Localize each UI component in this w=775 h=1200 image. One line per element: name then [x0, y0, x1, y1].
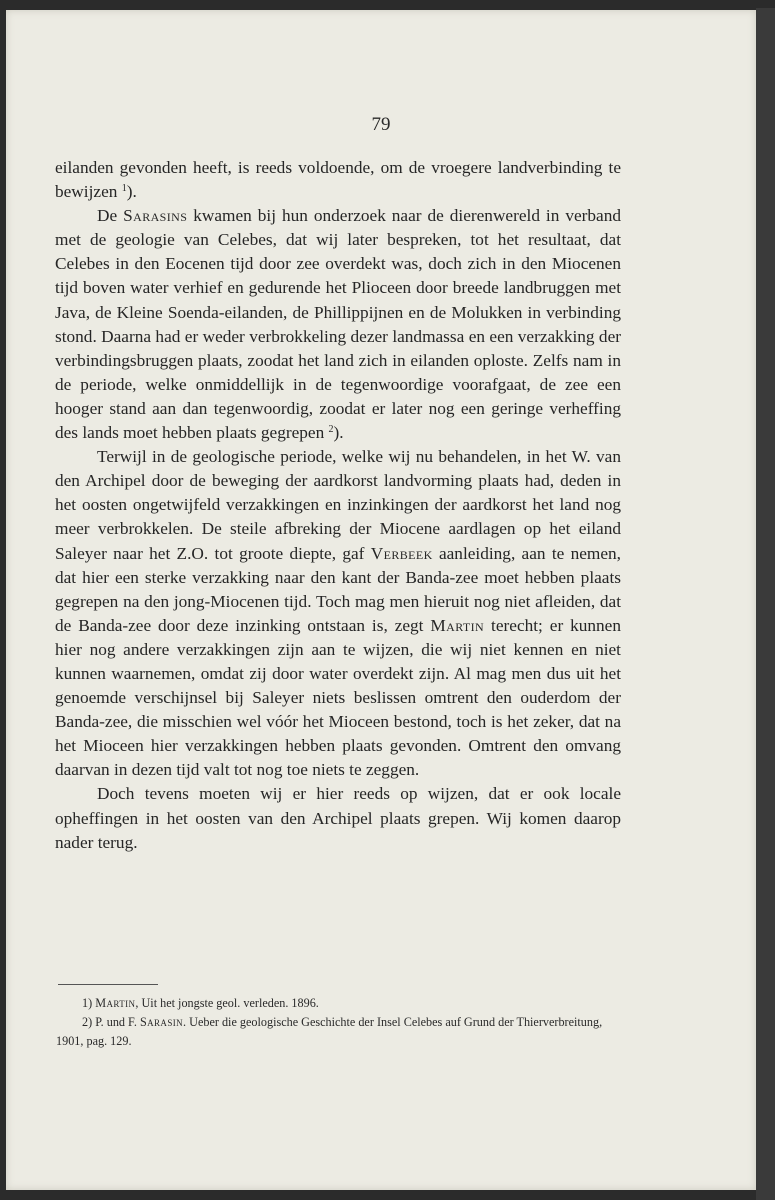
footnote-divider	[58, 984, 158, 985]
author-martin: Martin	[430, 615, 485, 635]
book-page	[6, 10, 756, 1190]
body-text	[55, 156, 621, 855]
paragraph-1: eilanden gevonden heeft, is reeds voldoende, om de vroegere landverbinding te bewijzen $^1$).	[55, 158, 621, 202]
footnotes	[56, 994, 621, 1051]
author-sarasins: Sarasins	[123, 206, 188, 226]
scan-edge	[756, 8, 775, 1200]
page-number: 79	[371, 114, 391, 135]
footnote-2: 2) P. und F. Sarasin. Ueber die geologische Geschichte der Insel Celebes auf Grund der Thierverbreitung, 1901, pag. 129.	[56, 1015, 603, 1048]
author-verbeek: Verbeek	[370, 543, 433, 563]
paragraph-4: Doch tevens moeten wij er hier reeds op wijzen, dat er ook locale opheffingen in het oosten van den Archipel plaats grepen. Wij komen daarop nader terug.	[55, 784, 621, 852]
paragraph-2: De Sarasins kwamen bij hun onderzoek naar de dierenwereld in verband met de geologie van Celebes, dat wij later bespreken, tot het resultaat, dat Celebes in den Eocenen tijd door zee overdekt was, doch zich in den Miocenen tijd boven water verhief en gedurende het Plioceen door breede landbruggen met Java, de Kleine Soenda-eilanden, de Phillippijnen en de Molukken in verbinding stond. Daarna had er weder verbrokkeling dezer landmassa en een verzakking der verbindingsbruggen plaats, zoodat het land zich in eilanden oploste. Zelfs nam in de periode, welke onmiddellijk in de tegenwoordige voorafgaat, de zee een hooger stand aan dan tegenwoordig, zoodat er later nog een geringe verheffing des lands moet hebben plaats gegrepen $^2$).	[55, 206, 621, 443]
footnote-1: 1) Martin, Uit het jongste geol. verleden. 1896.	[82, 996, 319, 1010]
paragraph-3: Terwijl in de geologische periode, welke wij nu behandelen, in het W. van den Archipel door de beweging der aardkorst landvorming plaats had, deden in het oosten ongetwijfeld verzakkingen en inzinkingen der aardkorst het land nog meer verbrokkelen. De steile afbreking der Miocene aardlagen op het eiland Saleyer naar het Z.O. tot groote diepte, gaf Verbeek aanleiding, aan te nemen, dat hier een sterke verzakking naar den kant der Banda-zee moet hebben plaats gegrepen na den jong-Miocenen tijd. Toch mag men hieruit nog niet afleiden, dat de Banda-zee door deze inzinking ontstaan is, zegt Martin terecht; er kunnen hier nog andere verzakkingen zijn aan te wijzen, die wij niet kennen en niet kunnen waarnemen, omdat zij door water overdekt zijn. Al mag men dus uit het genoemde verschijnsel bij Saleyer niets beslissen omtrent den ouderdom der Banda-zee, die misschien wel vóór het Mioceen bestond, toch is het zeker, dat na het Mioceen hier verzakkingen hebben plaats gevonden. Omtrent den omvang daarvan in dezen tijd valt tot nog toe niets te zeggen.	[55, 447, 621, 780]
